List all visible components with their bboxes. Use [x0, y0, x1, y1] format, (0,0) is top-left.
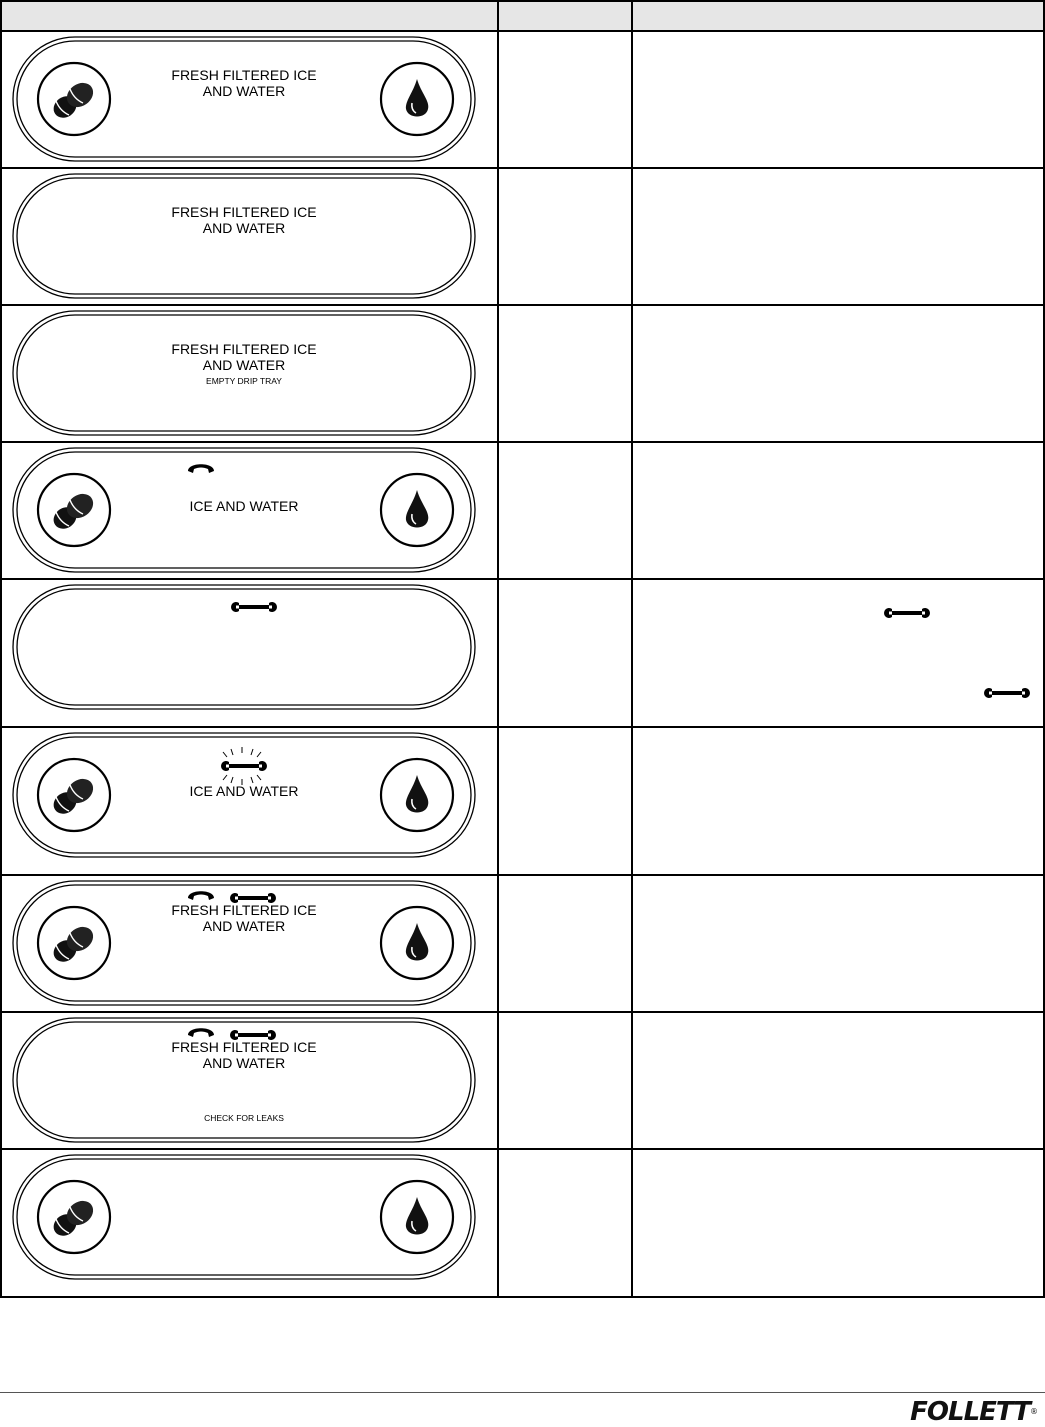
- description-cell: [632, 442, 1044, 579]
- display-panel-cell: [1, 1149, 498, 1297]
- panel-drawing: [12, 1017, 476, 1143]
- panel-text-line: AND WATER: [202, 918, 286, 934]
- display-panel: [12, 732, 476, 858]
- header-display: [1, 1, 498, 31]
- panel-text-line: AND WATER: [202, 83, 286, 99]
- display-panel: [12, 584, 476, 710]
- table-row: [1, 168, 1044, 305]
- panel-small-text: EMPTY DRIP TRAY: [206, 376, 282, 386]
- description-cell: [632, 727, 1044, 875]
- table-row: [1, 305, 1044, 442]
- display-panel: [12, 1017, 476, 1143]
- display-panel-cell: [1, 168, 498, 305]
- table-row: [1, 1149, 1044, 1297]
- table-row: [1, 875, 1044, 1012]
- display-panel-cell: [1, 442, 498, 579]
- description-icons: [633, 580, 1041, 710]
- description-cell: [632, 1012, 1044, 1149]
- panel-text-line: AND WATER: [202, 357, 286, 373]
- water-drop-icon: [381, 474, 453, 546]
- panel-drawing: [12, 880, 476, 1006]
- header-status: [498, 1, 632, 31]
- panel-text-line: FRESH FILTERED ICE: [171, 902, 317, 918]
- brand-logo: [910, 1397, 1037, 1427]
- panel-text-line: FRESH FILTERED ICE: [171, 341, 317, 357]
- display-panel-cell: [1, 875, 498, 1012]
- display-panel-cell: [1, 31, 498, 168]
- display-panel-cell: [1, 305, 498, 442]
- panel-drawing: [12, 310, 476, 436]
- water-drop-icon: [381, 759, 453, 831]
- status-cell: [498, 31, 632, 168]
- footer-divider: [0, 1392, 1045, 1393]
- panel-text-line: ICE AND WATER: [189, 498, 299, 514]
- table-row: [1, 1012, 1044, 1149]
- water-drop-icon: [381, 907, 453, 979]
- description-cell: [632, 168, 1044, 305]
- status-cell: [498, 168, 632, 305]
- ice-cube-icon: [38, 1181, 110, 1253]
- table-row: [1, 727, 1044, 875]
- status-cell: [498, 1012, 632, 1149]
- table-row: [1, 31, 1044, 168]
- display-panel: [12, 173, 476, 299]
- panel-text-line: AND WATER: [202, 1055, 286, 1071]
- display-panel-cell: [1, 579, 498, 727]
- header-description: [632, 1, 1044, 31]
- registered-mark: ®: [1030, 1407, 1037, 1416]
- panel-drawing: [12, 173, 476, 299]
- ice-cube-icon: [38, 759, 110, 831]
- display-panel: [12, 447, 476, 573]
- display-panel: [12, 1154, 476, 1280]
- panel-text-line: ICE AND WATER: [189, 783, 299, 799]
- panel-drawing: [12, 1154, 476, 1280]
- description-cell: [632, 305, 1044, 442]
- page-footer: [0, 1392, 1045, 1427]
- panel-drawing: [12, 584, 476, 710]
- ice-cube-icon: [38, 907, 110, 979]
- display-panel: [12, 36, 476, 162]
- ice-cube-icon: [38, 474, 110, 546]
- display-panel-cell: [1, 1012, 498, 1149]
- wrench-icon: [884, 608, 930, 618]
- display-panel: [12, 310, 476, 436]
- status-cell: [498, 305, 632, 442]
- description-cell: [632, 1149, 1044, 1297]
- panel-text-line: FRESH FILTERED ICE: [171, 1039, 317, 1055]
- table-row: [1, 579, 1044, 727]
- water-drop-icon: [381, 1181, 453, 1253]
- panel-drawing: [12, 447, 476, 573]
- status-cell: [498, 875, 632, 1012]
- status-cell: [498, 1149, 632, 1297]
- table-header-row: [1, 1, 1044, 31]
- display-panel-cell: [1, 727, 498, 875]
- panel-text-line: FRESH FILTERED ICE: [171, 204, 317, 220]
- panel-text-line: FRESH FILTERED ICE: [171, 67, 317, 83]
- ice-cube-icon: [38, 63, 110, 135]
- panel-text-line: AND WATER: [202, 220, 286, 236]
- panel-drawing: [12, 36, 476, 162]
- table-row: [1, 442, 1044, 579]
- panel-drawing: [12, 732, 476, 858]
- status-cell: [498, 727, 632, 875]
- status-cell: [498, 442, 632, 579]
- description-cell: [632, 31, 1044, 168]
- wrench-icon: [984, 688, 1030, 698]
- description-cell: [632, 579, 1044, 727]
- description-cell: [632, 875, 1044, 1012]
- water-drop-icon: [381, 63, 453, 135]
- panel-small-text: CHECK FOR LEAKS: [204, 1113, 284, 1123]
- brand-logo-text: FOLLETT: [910, 1397, 1030, 1427]
- display-panel: [12, 880, 476, 1006]
- status-cell: [498, 579, 632, 727]
